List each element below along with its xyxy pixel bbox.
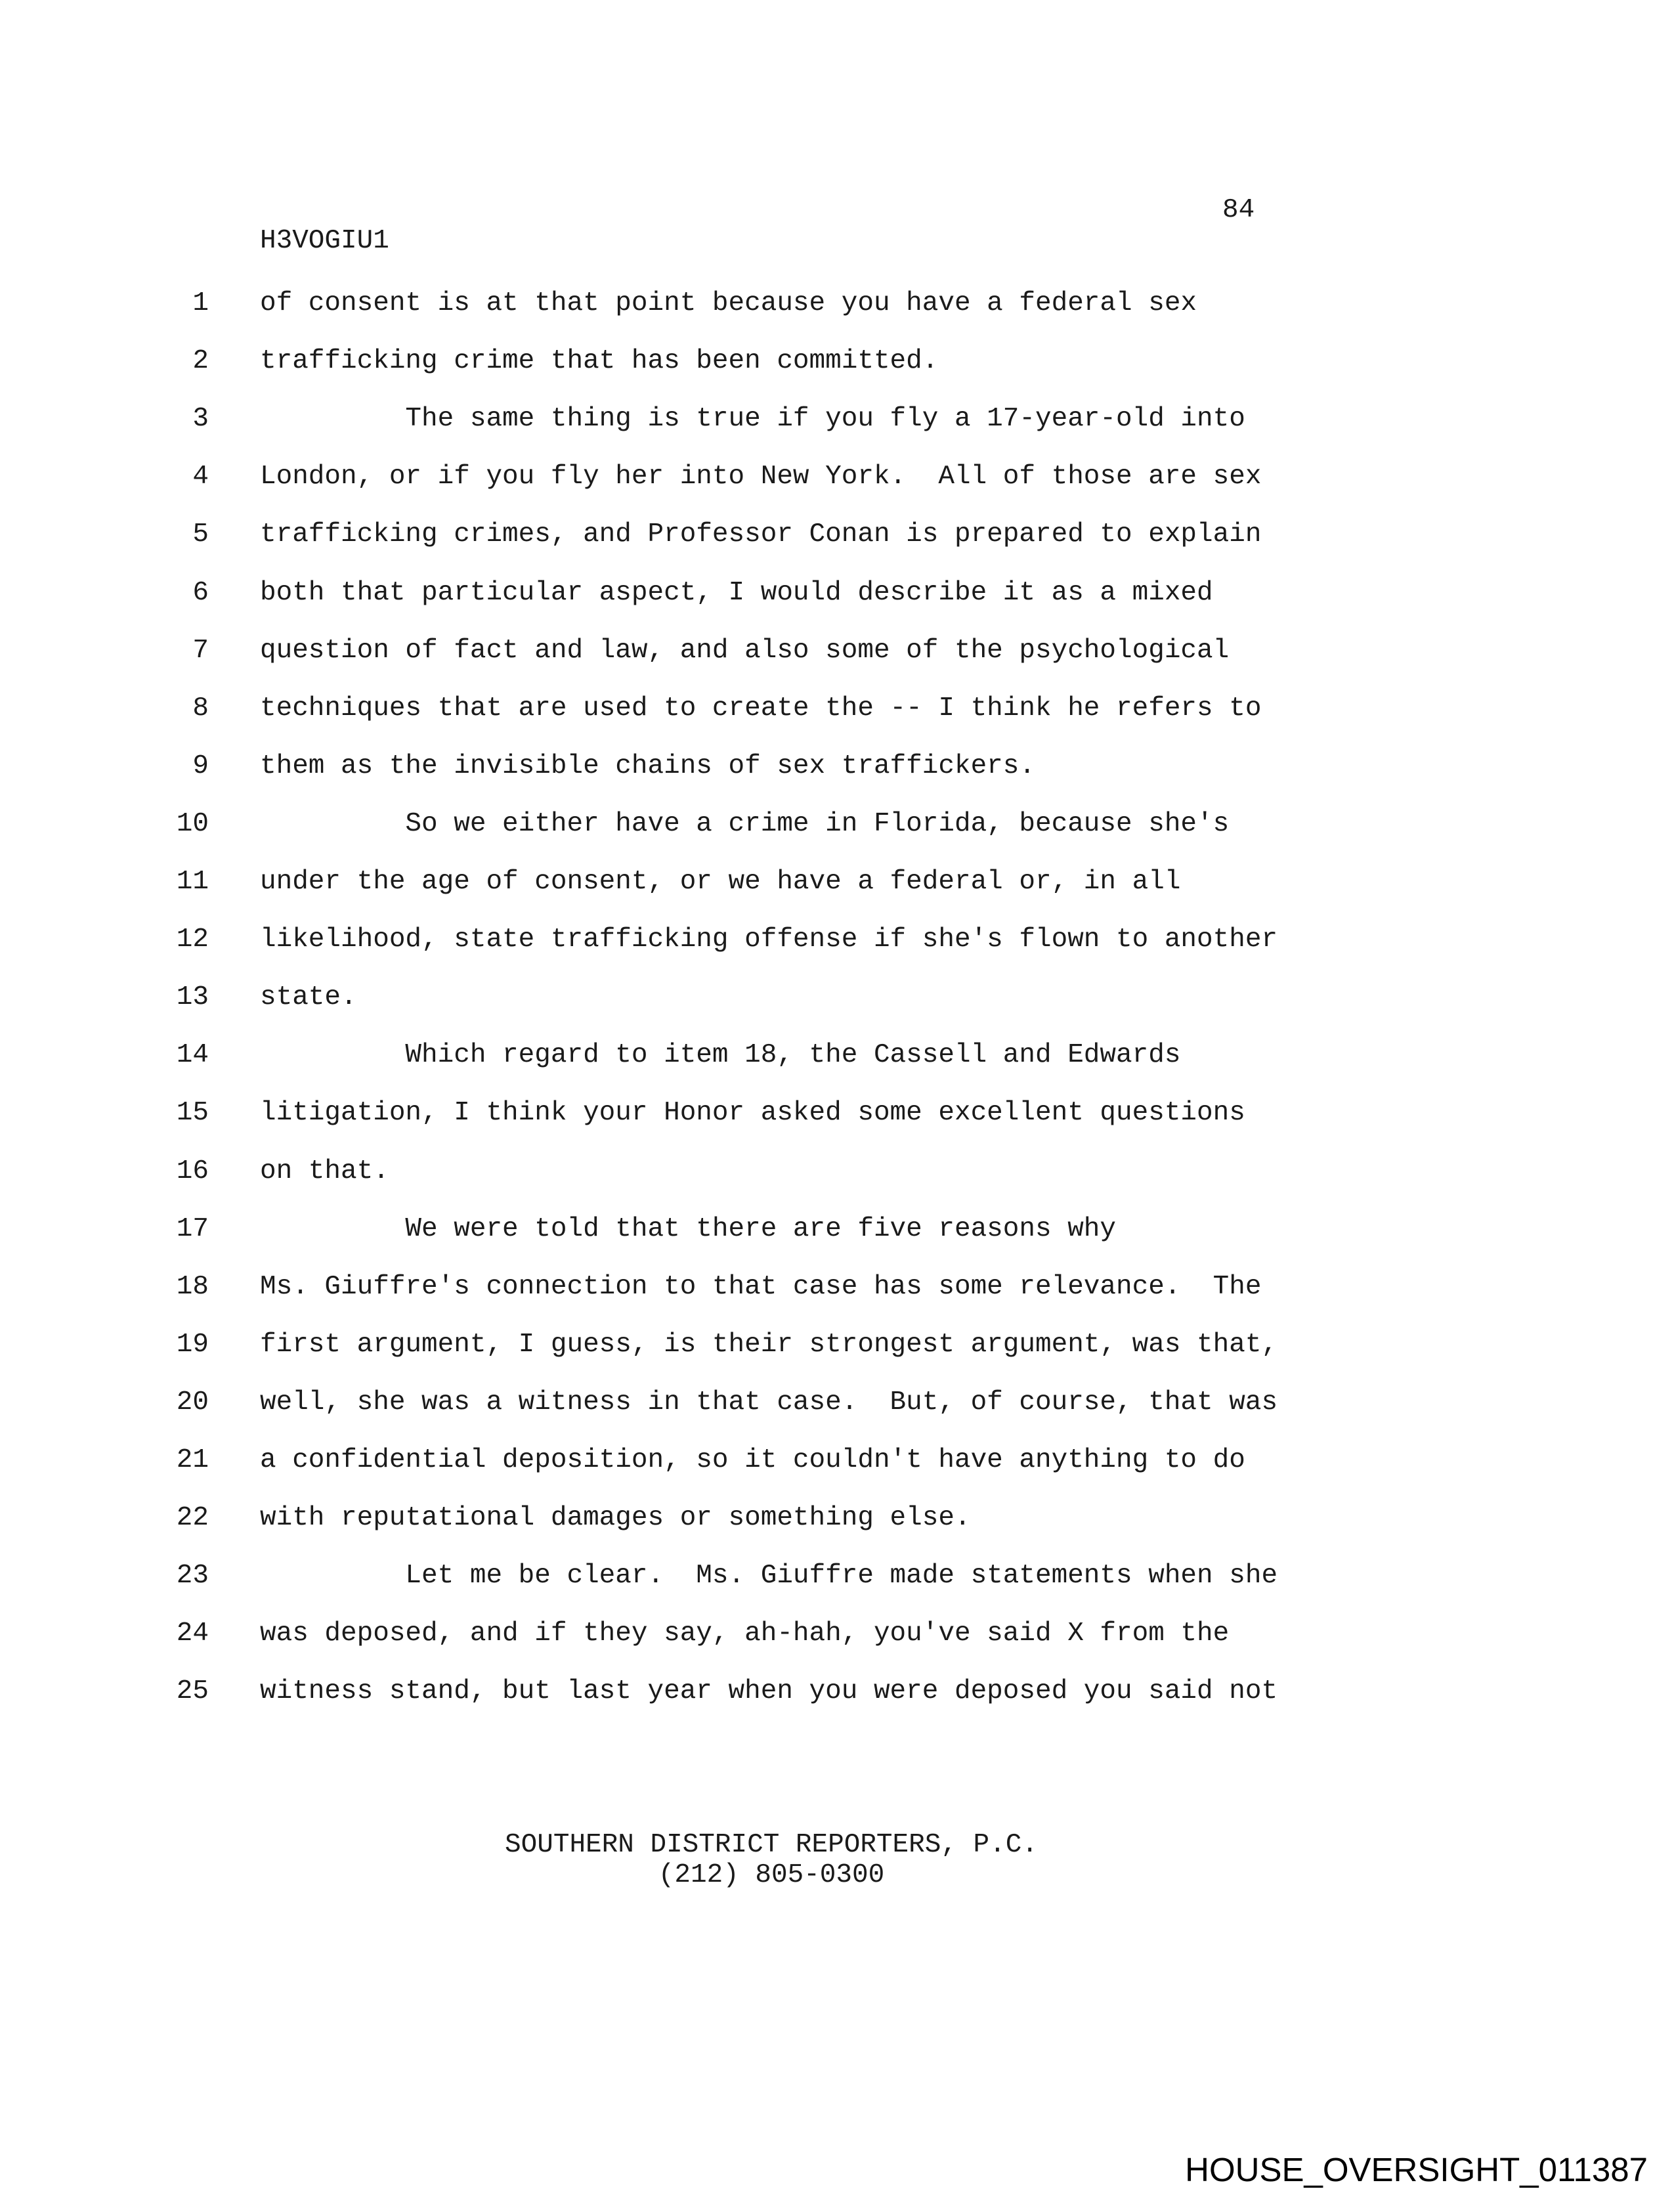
line-number: 9 <box>192 751 209 781</box>
transcript-line <box>0 1447 1674 1474</box>
line-text: first argument, I guess, is their strongest argument, was that, <box>260 1330 1278 1360</box>
line-text: So we either have a crime in Florida, because she's <box>260 809 1230 839</box>
line-number: 4 <box>192 462 209 492</box>
line-text: We were told that there are five reasons why <box>260 1214 1117 1244</box>
line-text: witness stand, but last year when you were deposed you said not <box>260 1676 1278 1706</box>
line-number: 8 <box>192 693 209 724</box>
transcript-line <box>0 1563 1674 1590</box>
reporter-phone: (212) 805-0300 <box>658 1860 885 1890</box>
transcript-line <box>0 984 1674 1011</box>
line-number: 6 <box>192 578 209 608</box>
line-text: on that. <box>260 1156 389 1186</box>
line-number: 15 <box>176 1098 209 1128</box>
transcript-line <box>0 1100 1674 1127</box>
transcript-line <box>0 869 1674 896</box>
line-text: Which regard to item 18, the Cassell and Edwards <box>260 1040 1181 1070</box>
line-number: 21 <box>176 1445 209 1475</box>
line-text: London, or if you fly her into New York. All of those are sex <box>260 462 1262 492</box>
page-number: 84 <box>1222 195 1255 225</box>
line-number: 2 <box>192 346 209 376</box>
line-text: Let me be clear. Ms. Giuffre made statements when she <box>260 1561 1278 1591</box>
line-number: 3 <box>192 404 209 434</box>
transcript-line <box>0 1216 1674 1243</box>
line-number: 14 <box>176 1040 209 1070</box>
line-text: litigation, I think your Honor asked some excellent questions <box>260 1098 1245 1128</box>
line-text: of consent is at that point because you have a federal sex <box>260 288 1197 318</box>
transcript-line <box>0 406 1674 433</box>
line-text: state. <box>260 982 357 1012</box>
transcript-line <box>0 1678 1674 1705</box>
line-text: likelihood, state trafficking offense if she's flown to another <box>260 924 1278 955</box>
transcript-line <box>0 521 1674 548</box>
line-text: question of fact and law, and also some of the psychological <box>260 636 1230 666</box>
line-text: a confidential deposition, so it couldn't have anything to do <box>260 1445 1245 1475</box>
line-number: 24 <box>176 1618 209 1649</box>
line-text: both that particular aspect, I would describe it as a mixed <box>260 578 1213 608</box>
transcript-line <box>0 926 1674 953</box>
line-text: them as the invisible chains of sex traffickers. <box>260 751 1035 781</box>
transcript-line <box>0 580 1674 607</box>
line-number: 19 <box>176 1330 209 1360</box>
line-number: 10 <box>176 809 209 839</box>
line-text: under the age of consent, or we have a federal or, in all <box>260 867 1181 897</box>
line-number: 20 <box>176 1387 209 1418</box>
bates-number: HOUSE_OVERSIGHT_011387 <box>1185 2151 1648 2188</box>
transcript-line <box>0 1274 1674 1301</box>
line-number: 16 <box>176 1156 209 1186</box>
line-text: Ms. Giuffre's connection to that case has some relevance. The <box>260 1272 1262 1302</box>
line-number: 13 <box>176 982 209 1012</box>
line-number: 1 <box>192 288 209 318</box>
line-number: 11 <box>176 867 209 897</box>
transcript-line <box>0 1042 1674 1069</box>
line-number: 18 <box>176 1272 209 1302</box>
transcript-line <box>0 1158 1674 1185</box>
transcript-line <box>0 464 1674 490</box>
line-number: 23 <box>176 1561 209 1591</box>
transcript-line <box>0 695 1674 722</box>
line-number: 22 <box>176 1503 209 1533</box>
reporter-name: SOUTHERN DISTRICT REPORTERS, P.C. <box>505 1830 1038 1860</box>
line-number: 5 <box>192 519 209 550</box>
line-number: 12 <box>176 924 209 955</box>
transcript-line <box>0 348 1674 375</box>
transcript-line <box>0 1505 1674 1532</box>
line-text: The same thing is true if you fly a 17-year-old into <box>260 404 1245 434</box>
line-text: well, she was a witness in that case. But, of course, that was <box>260 1387 1278 1418</box>
transcript-line <box>0 753 1674 780</box>
transcript-line <box>0 811 1674 838</box>
line-text: trafficking crimes, and Professor Conan is prepared to explain <box>260 519 1262 550</box>
transcript-line <box>0 638 1674 664</box>
line-number: 17 <box>176 1214 209 1244</box>
line-text: was deposed, and if they say, ah-hah, you've said X from the <box>260 1618 1230 1649</box>
line-number: 7 <box>192 636 209 666</box>
transcript-line <box>0 1620 1674 1647</box>
line-text: with reputational damages or something else. <box>260 1503 971 1533</box>
line-text: techniques that are used to create the -- I think he refers to <box>260 693 1262 724</box>
transcript-line <box>0 290 1674 317</box>
line-text: trafficking crime that has been committed. <box>260 346 939 376</box>
case-code: H3VOGIU1 <box>260 226 389 256</box>
line-number: 25 <box>176 1676 209 1706</box>
transcript-line <box>0 1332 1674 1358</box>
transcript-line <box>0 1389 1674 1416</box>
